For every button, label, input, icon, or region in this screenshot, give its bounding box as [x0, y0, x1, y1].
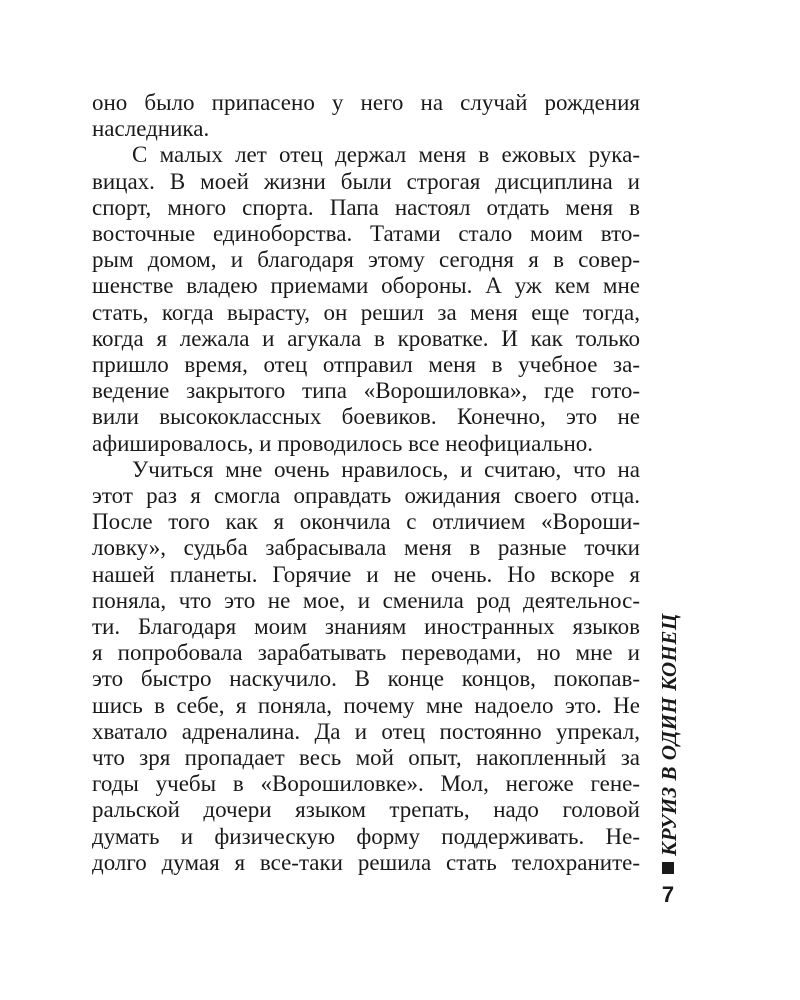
text-line: нашей планеты. Горячие и не очень. Но вскоре я	[92, 561, 640, 587]
text-line: годы учебы в «Ворошиловке». Мол, негоже гене-	[92, 771, 640, 797]
text-line: пришло время, отец отправил меня в учебное за-	[92, 352, 640, 378]
text-line: шись в себе, я поняла, почему мне надоело это. Не	[92, 692, 640, 718]
text-line: С малых лет отец держал меня в ежовых рука-	[132, 142, 640, 168]
text-line: это быстро наскучило. В конце концов, покопав-	[92, 666, 640, 692]
text-line: думать и физическую форму поддерживать. Не-	[92, 823, 640, 849]
text-line: вицах. В моей жизни были строгая дисциплина и	[92, 168, 640, 194]
text-line: ловку», судьба забрасывала меня в разные точки	[92, 535, 640, 561]
text-line: я попробовала зарабатывать переводами, но мне и	[92, 640, 640, 666]
text-line: Учиться мне очень нравилось, и считаю, что на	[132, 456, 640, 482]
text-line: восточные единоборства. Татами стало моим вто-	[92, 221, 640, 247]
text-line: когда я лежала и агукала в кроватке. И как только	[92, 325, 640, 351]
text-line: шенстве владею приемами обороны. А уж кем мне	[92, 273, 640, 299]
text-line: афишировалось, и проводилось все неофициально.	[92, 430, 594, 456]
text-line: стать, когда вырасту, он решил за меня еще тогда,	[92, 299, 640, 325]
text-line: долго думая я все-таки решила стать телохраните-	[92, 849, 640, 875]
square-marker-icon	[662, 862, 674, 874]
text-line: ральской дочери языком трепать, надо головой	[92, 797, 640, 823]
text-line: хватало адреналина. Да и отец постоянно упрекал,	[92, 718, 640, 744]
page-number: 7	[661, 882, 675, 907]
text-line: ведение закрытого типа «Ворошиловка», где гото-	[92, 378, 640, 404]
text-line: После того как я окончила с отличием «Вороши-	[92, 509, 640, 535]
text-line: вили высококлассных боевиков. Конечно, это не	[92, 404, 640, 430]
text-line: спорт, много спорта. Папа настоял отдать меня в	[92, 194, 640, 220]
text-line: наследника.	[92, 116, 210, 142]
text-line: поняла, что это не мое, и сменила род деятельнос-	[92, 587, 640, 613]
body-text	[92, 90, 640, 876]
text-line: рым домом, и благодаря этому сегодня я в совер-	[92, 247, 640, 273]
text-line: оно было припасено у него на случай рождения	[92, 90, 640, 115]
text-line: этот раз я смогла оправдать ожидания своего отца.	[92, 483, 640, 509]
running-title: КРУИЗ В ОДИН КОНЕЦ	[657, 613, 681, 856]
text-line: что зря пропадает весь мой опыт, накопленный за	[92, 745, 640, 771]
text-line: ти. Благодаря моим знаниям иностранных языков	[92, 614, 640, 640]
